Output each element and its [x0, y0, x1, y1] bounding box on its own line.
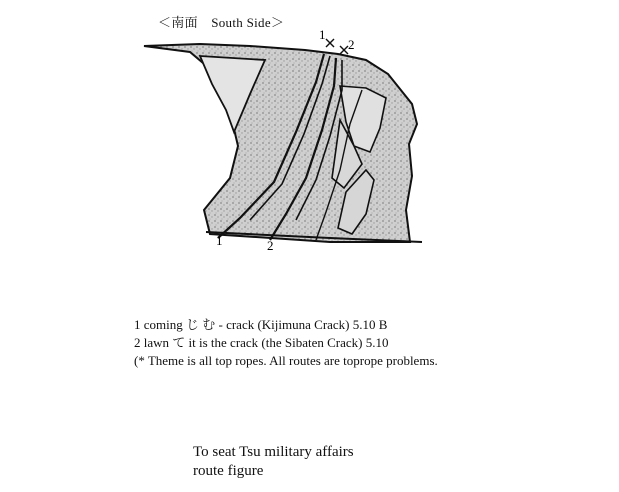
route-mark-bottom-1: 1	[216, 233, 223, 248]
figure-caption	[193, 443, 354, 481]
route-mark-top-2: 2	[348, 37, 355, 52]
page-title: ＜南面 South Side＞	[158, 15, 285, 30]
rock-outline	[144, 44, 417, 242]
route-mark-top-1: 1	[319, 28, 326, 42]
anchor-cross-2	[340, 46, 348, 54]
anchor-cross-1	[326, 39, 334, 47]
legend-route-2: 2 lawn て it is the crack (the Sibaten Crack) 5.10	[134, 335, 389, 350]
legend-route-1: 1 coming じ む - crack (Kijimuna Crack) 5.10 B	[134, 317, 388, 332]
route-mark-bottom-2: 2	[267, 238, 274, 253]
caption-line-2: route figure	[193, 463, 264, 479]
caption-line-1: To seat Tsu military affairs	[193, 444, 354, 460]
rock-face-diagram	[130, 28, 430, 258]
legend-note: (* Theme is all top ropes. All routes are toprope problems.	[134, 353, 438, 368]
route-legend	[134, 316, 438, 370]
